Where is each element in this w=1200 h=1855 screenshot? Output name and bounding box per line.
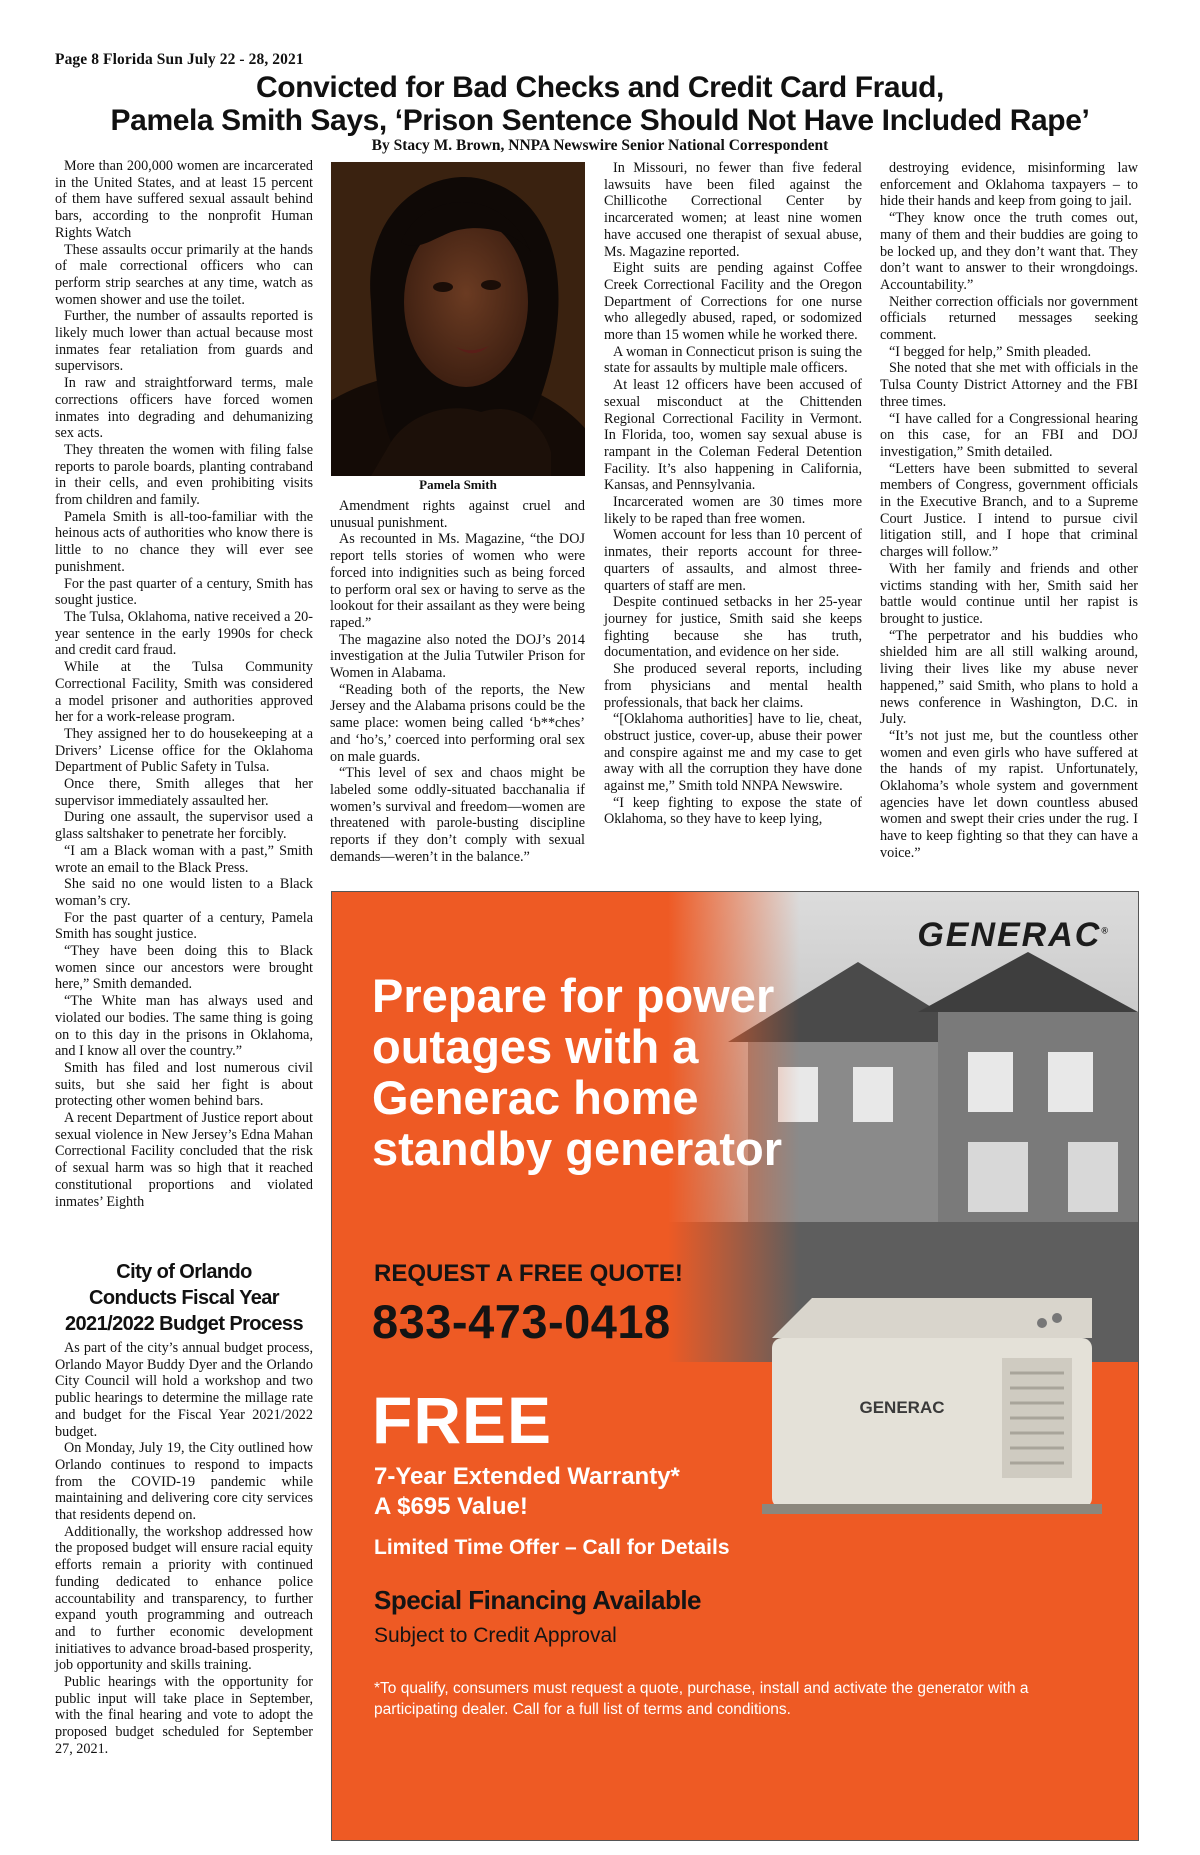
ad-request-quote: REQUEST A FREE QUOTE! (374, 1260, 683, 1287)
ad-warranty-line-2: A $695 Value! (374, 1493, 528, 1520)
paragraph: As recounted in Ms. Magazine, “the DOJ report tells stories of women who were forced into indignities such as being forced to perform oral sex or having to serve as the lookout for their assailant as they were being raped.” (330, 531, 585, 631)
ad-free-label: FREE (372, 1383, 553, 1457)
paragraph: These assaults occur primarily at the hands of male correctional officers who can perform strip searches at any time, watch as women shower and use the toilet. (55, 241, 313, 308)
paragraph: As part of the city’s annual budget process, Orlando Mayor Buddy Dyer and the Orlando City Council will hold a workshop and two public hearings to determine the millage rate and budget for the Fiscal Year 2021/2022 budget. (55, 1340, 313, 1440)
sidebar-headline (55, 1259, 313, 1337)
paragraph: The Tulsa, Oklahoma, native received a 20-year sentence in the early 1990s for check and credit card fraud. (55, 608, 313, 659)
ad-credit-approval: Subject to Credit Approval (374, 1624, 617, 1647)
ad-warranty-line-1: 7-Year Extended Warranty* (374, 1463, 680, 1490)
article-headline (55, 71, 1145, 137)
paragraph: “This level of sex and chaos might be labeled some oddly-situated bacchanalia if women’s survival and freedom—women are threatened with parole-busting discipline reports if they don’t comply with sexual demands—weren’t in the balance.” (330, 765, 585, 865)
paragraph: Eight suits are pending against Coffee Creek Correctional Facility and the Oregon Department of Corrections for one nurse who allegedly abused, raped, or sodomized more than 15 women while he worked there. (604, 260, 862, 344)
ad-headline: Prepare for power outages with a Generac home standby generator (372, 969, 783, 1175)
generator-image (752, 1278, 1112, 1518)
paragraph: A woman in Connecticut prison is suing the state for assaults by multiple male officers. (604, 343, 862, 377)
photo-caption: Pamela Smith (419, 477, 497, 492)
paragraph: For the past quarter of a century, Pamela Smith has sought justice. (55, 909, 313, 943)
paragraph: Women account for less than 10 percent of inmates, their reports account for three-quarters of assaults, and almost three-quarters of staff are men. (604, 527, 862, 594)
ad-limited-offer: Limited Time Offer – Call for Details (374, 1536, 730, 1559)
ad-warranty (374, 1462, 680, 1522)
paragraph: “Letters have been submitted to several members of Congress, government officials in the Executive Branch, and to a Supreme Court Justice. I intend to pursue civil litigation still, and I hope that criminal charges will follow.” (880, 460, 1138, 561)
headline-line-2: Pamela Smith Says, ‘Prison Sentence Should Not Have Included Rape’ (110, 104, 1090, 137)
paragraph: “I keep fighting to expose the state of Oklahoma, so they have to keep lying, (604, 794, 862, 828)
paragraph: “I begged for help,” Smith pleaded. (889, 343, 1092, 360)
paragraph: For the past quarter of a century, Smith has sought justice. (55, 575, 313, 609)
paragraph: “[Oklahoma authorities] have to lie, cheat, obstruct justice, cover-up, abuse their power and conspire against me and my case to get away with all the corruption they have done against me,” Smith told NNPA Newswire. (604, 711, 862, 795)
paragraph: “They know once the truth comes out, many of them and their buddies are going to be locked up, and they don’t want that. They don’t want to answer to their wrongdoings. Accountability.” (880, 210, 1138, 293)
headline-line-1: Convicted for Bad Checks and Credit Card Fraud, (256, 71, 944, 104)
sidebar-headline-line-2: Conducts Fiscal Year (89, 1287, 279, 1309)
paragraph: destroying evidence, misinforming law enforcement and Oklahoma taxpayers – to hide their hands and keep from going to jail. (880, 160, 1138, 210)
paragraph: Once there, Smith alleges that her supervisor immediately assaulted her. (55, 776, 313, 809)
paragraph: “The White man has always used and violated our bodies. The same thing is going on to this day in the prisons in Oklahoma, and I know all over the country.” (55, 993, 313, 1060)
pamela-smith-photo (331, 162, 585, 476)
generac-logo: GENERAC® (917, 916, 1108, 954)
paragraph: Further, the number of assaults reported is likely much lower than actual because most inmates fear retaliation from guards and supervisors. (55, 308, 313, 375)
paragraph: Additionally, the workshop addressed how the proposed budget will ensure racial equity efforts remain a priority with continued funding dedicated to enhance police accountability and transparency, to further expand youth programming and outreach and to further economic development initiatives to advance broad-based prosperity, job opportunity and skills training. (55, 1523, 313, 1674)
paragraph: She said no one would listen to a Black woman’s cry. (55, 876, 313, 909)
paragraph: Neither correction officials nor government officials returned messages seeking comment. (880, 293, 1138, 344)
page-folio: Page 8 Florida Sun July 22 - 28, 2021 (55, 51, 304, 68)
paragraph: A recent Department of Justice report about sexual violence in New Jersey’s Edna Mahan Correctional Facility concluded that the risk of sexual harm was so high that it reached constitutional proportions and violated inmates’ Eighth (55, 1110, 313, 1210)
article-byline: By Stacy M. Brown, NNPA Newswire Senior National Correspondent (371, 137, 829, 154)
ad-fine-print: *To qualify, consumers must request a quote, purchase, install and activate the generator with a participating dealer. Call for a full list of terms and conditions. (374, 1680, 1029, 1718)
paragraph: “They have been doing this to Black women since our ancestors were brought here,” Smith demanded. (55, 943, 313, 993)
paragraph: Pamela Smith is all-too-familiar with the heinous acts of authorities who know there is little to no chance they will ever see punishment. (55, 508, 313, 575)
paragraph: While at the Tulsa Community Correctional Facility, Smith was considered a model prisoner and authorities approved her for a work-release program. (55, 659, 313, 726)
paragraph: “Reading both of the reports, the New Jersey and the Alabama prisons could be the same place: women being called ‘b**ches’ and ‘ho’s,’ coerced into performing oral sex on male guards. (330, 681, 585, 765)
paragraph: During one assault, the supervisor used a glass saltshaker to penetrate her forcibly. (55, 809, 313, 843)
ad-phone-number: 833-473-0418 (372, 1295, 671, 1348)
generac-advertisement (331, 891, 1139, 1841)
paragraph: Smith has filed and lost numerous civil suits, but she said her fight is about protecting other women behind bars. (55, 1059, 313, 1110)
paragraph: The magazine also noted the DOJ’s 2014 investigation at the Julia Tutwiler Prison for Women in Alabama. (330, 631, 585, 682)
paragraph: Despite continued setbacks in her 25-year journey for justice, Smith said she keeps fighting because she has truth, documentation, and evidence on her side. (604, 594, 862, 661)
article-column-2 (330, 498, 585, 865)
article-column-1 (55, 158, 313, 1210)
paragraph: She produced several reports, including from physicians and mental health professionals, that back her claims. (604, 661, 862, 711)
paragraph: She noted that she met with officials in the Tulsa County District Attorney and the FBI three times. (880, 360, 1138, 410)
paragraph: “It’s not just me, but the countless other women and even girls who have suffered at the hands of my rapist. Unfortunately, Oklahoma’s whole system and government agencies have let down countless abused women and swept their cries under the rug. I have to keep fighting so that they can have a voice.” (880, 727, 1138, 861)
sidebar-headline-line-1: City of Orlando (116, 1261, 252, 1283)
paragraph: More than 200,000 women are incarcerated in the United States, and at least 15 percent of them have suffered sexual assault behind bars, according to the nonprofit Human Rights Watch (55, 158, 313, 241)
sidebar-story-body (55, 1340, 313, 1758)
article-column-3 (604, 160, 862, 828)
paragraph: At least 12 officers have been accused of sexual misconduct at the Chittenden Regional Correctional Facility in Vermont. In Florida, too, women say sexual abuse is rampant in the Coleman Federal Detention Facility. It’s also happening in California, Kansas, and Pennsylvania. (604, 377, 862, 494)
paragraph: In raw and straightforward terms, male corrections officers have forced women inmates into degrading and dehumanizing sex acts. (55, 375, 313, 442)
paragraph: Amendment rights against cruel and unusual punishment. (330, 498, 585, 531)
paragraph: “I am a Black woman with a past,” Smith wrote an email to the Black Press. (55, 842, 313, 876)
paragraph: They assigned her to do housekeeping at a Drivers’ License office for the Oklahoma Department of Public Safety in Tulsa. (55, 725, 313, 776)
paragraph: In Missouri, no fewer than five federal lawsuits have been filed against the Chillicothe Correctional Center by incarcerated women; at least nine women have accused one therapist of sexual abuse, Ms. Magazine reported. (604, 160, 862, 260)
paragraph: On Monday, July 19, the City outlined how Orlando continues to respond to impacts from the COVID-19 pandemic while maintaining and delivering core city services that residents depend on. (55, 1440, 313, 1524)
sidebar-headline-line-3: 2021/2022 Budget Process (65, 1313, 303, 1335)
paragraph: “The perpetrator and his buddies who shielded him are all still walking around, living their lives like my abuse never happened,” said Smith, who plans to hold a news conference in Washington, D.C. in July. (880, 627, 1138, 728)
paragraph: They threaten the women with filing false reports to parole boards, planting contraband in their cells, and even prohibiting visits from children and family. (55, 441, 313, 509)
paragraph: “I have called for a Congressional hearing on this case, for an FBI and DOJ investigation,” Smith detailed. (880, 410, 1138, 460)
generator-label: GENERAC (859, 1398, 945, 1417)
paragraph: Incarcerated women are 30 times more likely to be raped than free women. (604, 494, 862, 527)
article-column-4 (880, 160, 1138, 862)
ad-financing: Special Financing Available (374, 1585, 702, 1615)
paragraph: Public hearings with the opportunity for public input will take place in September, with the final hearing and vote to adopt the proposed budget scheduled for September 27, 2021. (55, 1674, 313, 1757)
paragraph: With her family and friends and other victims standing with her, Smith said her battle would continue until her rapist is brought to justice. (880, 560, 1138, 627)
